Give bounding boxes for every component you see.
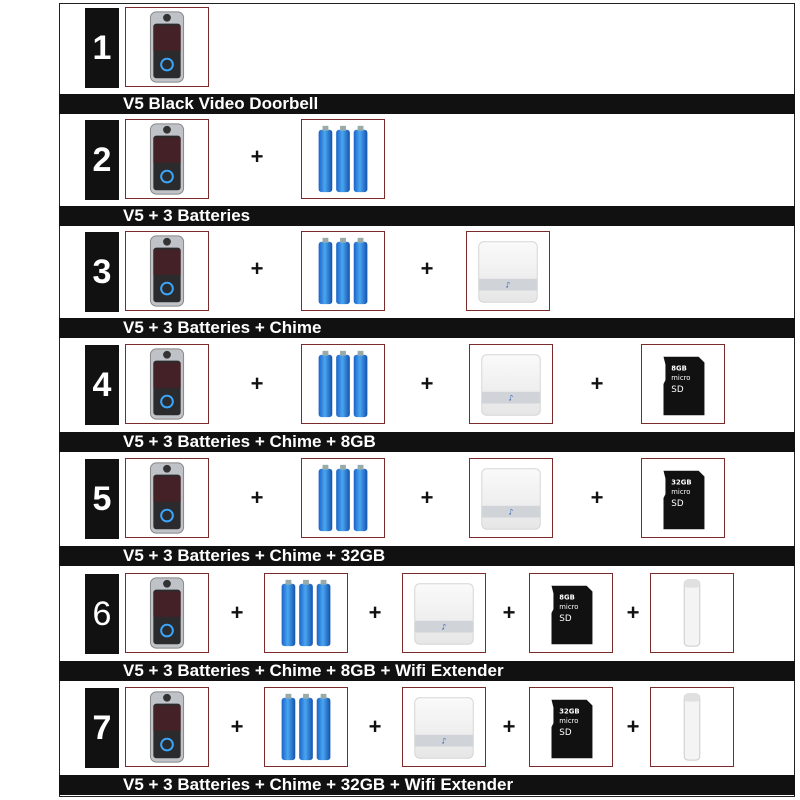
bundle-number: 6 bbox=[85, 574, 119, 654]
batteries-icon bbox=[265, 688, 347, 766]
doorbell-icon bbox=[126, 459, 208, 537]
plus-sign: + bbox=[368, 714, 382, 739]
chime-item bbox=[466, 231, 550, 311]
doorbell-item bbox=[125, 573, 209, 653]
doorbell-item bbox=[125, 458, 209, 538]
wifi-extender-item bbox=[650, 687, 734, 767]
batteries-item bbox=[301, 458, 385, 538]
plus-sign: + bbox=[250, 371, 264, 396]
bundle-number: 4 bbox=[85, 345, 119, 425]
batteries-icon bbox=[302, 120, 384, 198]
plus-sign: + bbox=[420, 371, 434, 396]
batteries-icon bbox=[265, 574, 347, 652]
doorbell-icon bbox=[126, 120, 208, 198]
batteries-icon bbox=[302, 459, 384, 537]
sd-card-item bbox=[641, 344, 725, 424]
plus-sign: + bbox=[502, 714, 516, 739]
doorbell-icon bbox=[126, 574, 208, 652]
chime-icon bbox=[467, 232, 549, 310]
sd-card-icon bbox=[642, 459, 724, 537]
chime-item bbox=[469, 458, 553, 538]
bundle-row-2[interactable] bbox=[59, 116, 795, 226]
sd-card-capacity-32gb: 32GB bbox=[559, 707, 580, 716]
bundle-caption: V5 Black Video Doorbell bbox=[59, 94, 795, 114]
plus-sign: + bbox=[230, 600, 244, 625]
bundle-number: 5 bbox=[85, 459, 119, 539]
chime-item bbox=[469, 344, 553, 424]
bundle-caption: V5 + 3 Batteries + Chime + 32GB bbox=[59, 546, 795, 566]
plus-sign: + bbox=[420, 485, 434, 510]
svg-text:♪: ♪ bbox=[441, 622, 447, 632]
doorbell-icon bbox=[126, 688, 208, 766]
plus-sign: + bbox=[420, 256, 434, 281]
sd-card-item bbox=[641, 458, 725, 538]
bundle-row-6[interactable] bbox=[59, 570, 795, 682]
wifi-extender-icon bbox=[651, 688, 733, 766]
chime-item bbox=[402, 573, 486, 653]
plus-sign: + bbox=[250, 144, 264, 169]
batteries-icon bbox=[302, 345, 384, 423]
batteries-item bbox=[264, 687, 348, 767]
svg-text:♪: ♪ bbox=[508, 393, 514, 403]
bundle-caption: V5 + 3 Batteries + Chime bbox=[59, 318, 795, 338]
bundle-caption: V5 + 3 Batteries bbox=[59, 206, 795, 226]
sd-card-capacity-8gb: 8GB bbox=[559, 593, 575, 602]
doorbell-icon bbox=[126, 345, 208, 423]
wifi-extender-icon bbox=[651, 574, 733, 652]
batteries-item bbox=[301, 119, 385, 199]
svg-text:♪: ♪ bbox=[508, 507, 514, 517]
plus-sign: + bbox=[230, 714, 244, 739]
bundle-caption: V5 + 3 Batteries + Chime + 8GB + Wifi Extender bbox=[59, 661, 795, 681]
bundle-number: 1 bbox=[85, 8, 119, 88]
chime-icon bbox=[403, 688, 485, 766]
plus-sign: + bbox=[590, 485, 604, 510]
sd-card-capacity-8gb: 8GB bbox=[671, 364, 687, 373]
svg-text:SD: SD bbox=[671, 498, 684, 509]
svg-text:♪: ♪ bbox=[505, 280, 511, 290]
svg-text:micro: micro bbox=[559, 717, 579, 726]
doorbell-item bbox=[125, 344, 209, 424]
svg-text:micro: micro bbox=[671, 488, 691, 497]
chime-icon bbox=[470, 459, 552, 537]
batteries-item bbox=[301, 344, 385, 424]
plus-sign: + bbox=[250, 256, 264, 281]
bundle-row-5[interactable] bbox=[59, 455, 795, 567]
chime-icon bbox=[403, 574, 485, 652]
sd-card-capacity-32gb: 32GB bbox=[671, 478, 692, 487]
svg-text:SD: SD bbox=[559, 613, 572, 624]
plus-sign: + bbox=[502, 600, 516, 625]
plus-sign: + bbox=[626, 600, 640, 625]
plus-sign: + bbox=[626, 714, 640, 739]
batteries-item bbox=[264, 573, 348, 653]
svg-text:micro: micro bbox=[671, 374, 691, 383]
bundle-row-3[interactable] bbox=[59, 228, 795, 338]
bundle-caption: V5 + 3 Batteries + Chime + 32GB + Wifi Extender bbox=[59, 775, 795, 795]
doorbell-icon bbox=[126, 232, 208, 310]
sd-card-icon bbox=[530, 688, 612, 766]
sd-card-icon bbox=[530, 574, 612, 652]
sd-card-icon bbox=[642, 345, 724, 423]
plus-sign: + bbox=[368, 600, 382, 625]
svg-text:micro: micro bbox=[559, 603, 579, 612]
bundle-caption: V5 + 3 Batteries + Chime + 8GB bbox=[59, 432, 795, 452]
bundle-row-1[interactable] bbox=[59, 4, 795, 114]
chime-item bbox=[402, 687, 486, 767]
svg-text:SD: SD bbox=[559, 727, 572, 738]
sd-card-item bbox=[529, 573, 613, 653]
doorbell-icon bbox=[126, 8, 208, 86]
bundle-row-4[interactable] bbox=[59, 341, 795, 453]
doorbell-item bbox=[125, 119, 209, 199]
bundle-number: 3 bbox=[85, 232, 119, 312]
batteries-item bbox=[301, 231, 385, 311]
batteries-icon bbox=[302, 232, 384, 310]
doorbell-item bbox=[125, 7, 209, 87]
wifi-extender-item bbox=[650, 573, 734, 653]
chime-icon bbox=[470, 345, 552, 423]
bundle-number: 2 bbox=[85, 120, 119, 200]
bundle-row-7[interactable] bbox=[59, 684, 795, 796]
doorbell-item bbox=[125, 687, 209, 767]
doorbell-item bbox=[125, 231, 209, 311]
plus-sign: + bbox=[250, 485, 264, 510]
svg-text:SD: SD bbox=[671, 384, 684, 395]
sd-card-item bbox=[529, 687, 613, 767]
bundle-number: 7 bbox=[85, 688, 119, 768]
svg-text:♪: ♪ bbox=[441, 736, 447, 746]
plus-sign: + bbox=[590, 371, 604, 396]
